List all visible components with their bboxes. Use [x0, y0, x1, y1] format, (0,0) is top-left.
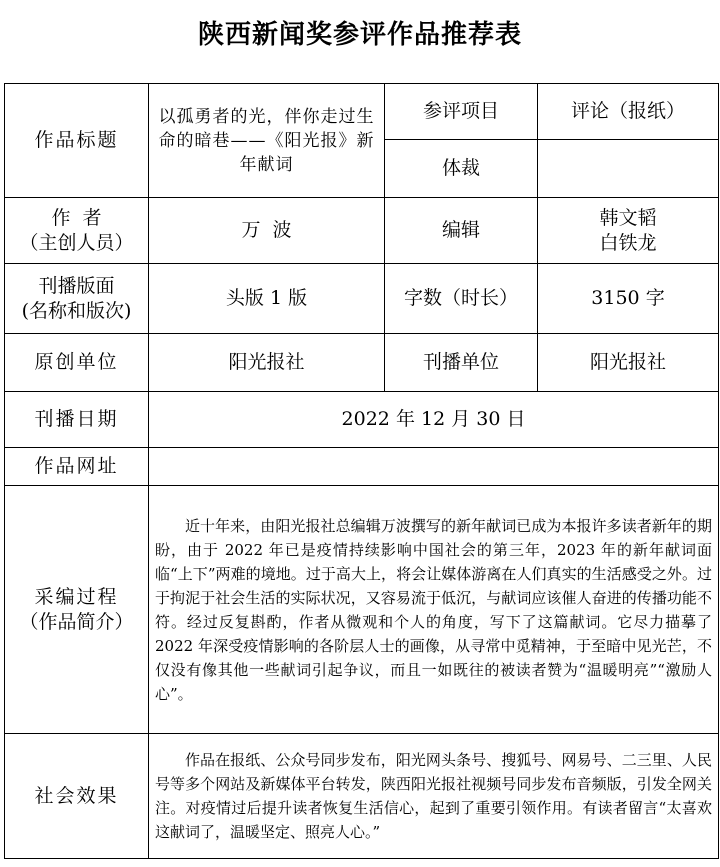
row-process	[5, 486, 719, 734]
layout-label-line1: 刊播版面	[38, 274, 115, 297]
row-work-title	[5, 84, 719, 140]
genre-value	[538, 140, 719, 198]
url-value	[149, 448, 719, 486]
editor-value	[538, 198, 719, 264]
author-label	[5, 198, 149, 264]
publisher-label: 刊播单位	[385, 334, 538, 392]
process-label-line2: （作品简介）	[19, 610, 134, 633]
process-description: 近十年来，由阳光报社总编辑万波撰写的新年献词已成为本报许多读者新年的期盼，由于 2022 年已是疫情持续影响中国社会的第三年，2023 年的新年献词面临“上下”两难的境地。过于高大上，将会让媒体游离在人们真实的生活感受之外。过于拘泥于社会生活的实际状况，又容易流于低沉，与献词应该催人奋进的传播功能不符。经过反复斟酌，作者从微观和个人的角度，写下了这篇献词。它尽力描摹了 2022 年深受疫情影响的各阶层人士的画像，从寻常中觅精神，于至暗中见光芒，不仅没有像其他一些献词引起争议，而且一如既往的被读者赞为“温暖明亮”“激励人心”。	[149, 486, 719, 734]
row-url	[5, 448, 719, 486]
wordcount-label: 字数（时长）	[385, 264, 538, 334]
row-origin	[5, 334, 719, 392]
row-author	[5, 198, 719, 264]
author-label-line2: （主创人员）	[19, 231, 134, 254]
date-label: 刊播日期	[5, 392, 149, 448]
author-label-line1: 作 者	[51, 206, 102, 229]
work-title-value: 以孤勇者的光，伴你走过生命的暗巷——《阳光报》新年献词	[149, 84, 385, 198]
editor-label: 编辑	[385, 198, 538, 264]
genre-label: 体裁	[385, 140, 538, 198]
row-layout	[5, 264, 719, 334]
work-title-label: 作品标题	[5, 84, 149, 198]
category-label: 参评项目	[385, 84, 538, 140]
layout-label	[5, 264, 149, 334]
date-value: 2022 年 12 月 30 日	[149, 392, 719, 448]
layout-label-line2: (名称和版次)	[21, 299, 132, 322]
editor-name-2: 白铁龙	[599, 231, 657, 254]
process-label-line1: 采编过程	[34, 585, 119, 608]
publisher-value: 阳光报社	[538, 334, 719, 392]
url-label: 作品网址	[5, 448, 149, 486]
recommendation-form-table	[4, 83, 719, 859]
effect-description: 作品在报纸、公众号同步发布，阳光网头条号、搜狐号、网易号、二三里、人民号等多个网站及新媒体平台转发，陕西阳光报社视频号同步发布音频版，引发全网关注。对疫情过后提升读者恢复生活信心，起到了重要引领作用。有读者留言“太喜欢这献词了，温暖坚定、照亮人心。”	[149, 734, 719, 859]
row-date	[5, 392, 719, 448]
author-value: 万 波	[149, 198, 385, 264]
category-value: 评论（报纸）	[538, 84, 719, 140]
wordcount-value: 3150 字	[538, 264, 719, 334]
origin-label: 原创单位	[5, 334, 149, 392]
editor-name-1: 韩文韬	[599, 206, 657, 229]
effect-label: 社会效果	[5, 734, 149, 859]
layout-value: 头版 1 版	[149, 264, 385, 334]
row-effect	[5, 734, 719, 859]
page-title: 陕西新闻奖参评作品推荐表	[197, 20, 522, 50]
origin-value: 阳光报社	[149, 334, 385, 392]
process-label	[5, 486, 149, 734]
